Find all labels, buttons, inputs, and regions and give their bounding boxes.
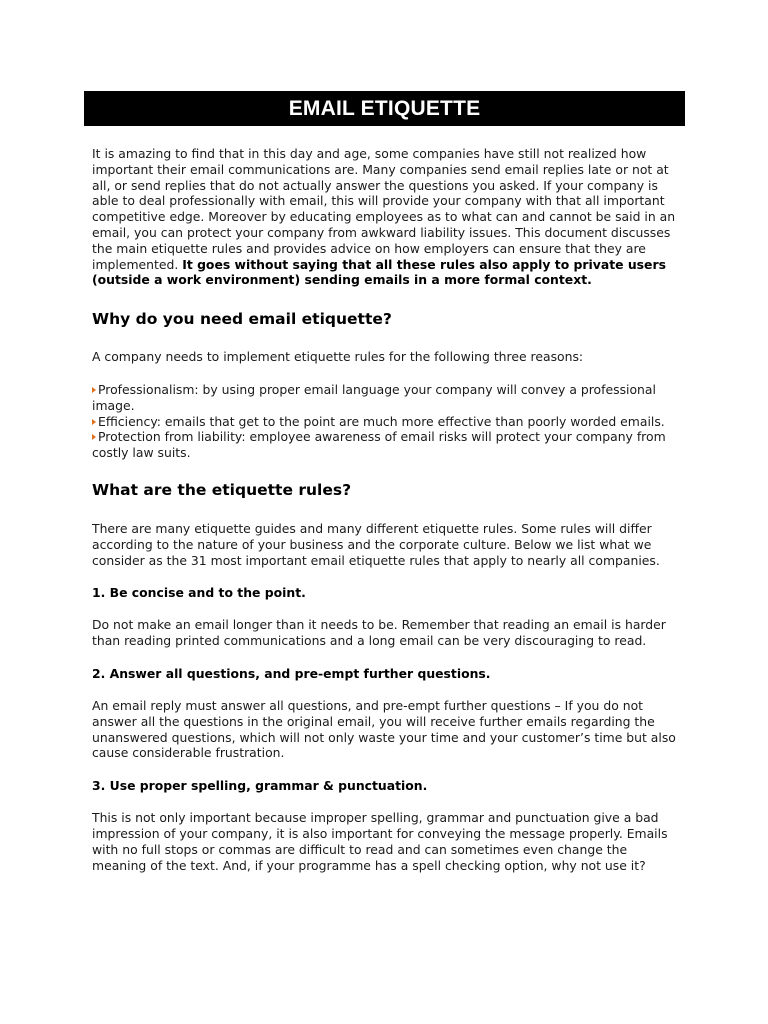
- section-heading-why: Why do you need email etiquette?: [92, 310, 392, 329]
- bullet-arrow-icon: [92, 387, 96, 393]
- reason-text: Professionalism: by using proper email language your company will convey a professional image.: [92, 381, 656, 413]
- intro-text: It is amazing to find that in this day and age, some companies have still not realized how important their email communications are. Many companies send email replies late or not at all, or send replies that do not actually answer the questions you asked. If your company is able to deal professionally with email, this will provide your company with that all important competitive edge. Moreover by educating employees as to what can and cannot be said in an email, you can protect your company from awkward liability issues. This document discusses the main etiquette rules and provides advice on how employers can ensure that they are implemented.: [92, 146, 676, 272]
- rule-text: Do not make an email longer than it needs to be. Remember that reading an email is harder than reading printed communications and a long email can be very discouraging to read.: [92, 617, 666, 649]
- list-item: [92, 429, 677, 461]
- rule-text: An email reply must answer all questions, and pre-empt further questions – If you do not answer all the questions in the original email, you will receive further emails regarding the unanswered questions, which will not only waste your time and your customer’s time but also cause considerable frustration.: [92, 697, 676, 761]
- list-item: [92, 414, 677, 430]
- intro-bold-text: It goes without saying that all these rules also apply to private users (outside a work environment) sending emails in a more formal context.: [92, 256, 666, 288]
- rule-title: 3. Use proper spelling, grammar & punctuation.: [92, 778, 428, 794]
- list-item: [92, 382, 677, 414]
- document-title: EMAIL ETIQUETTE: [84, 91, 685, 126]
- rule-title: 2. Answer all questions, and pre-empt further questions.: [92, 665, 491, 681]
- rule-title: 1. Be concise and to the point.: [92, 585, 306, 601]
- document-page: [84, 91, 685, 873]
- reason-text: Efficiency: emails that get to the point are much more effective than poorly worded emails.: [98, 413, 665, 429]
- reasons-list: [92, 382, 677, 461]
- rule-text: This is not only important because improper spelling, grammar and punctuation give a bad impression of your company, it is also important for conveying the message properly. Emails with no full stops or commas are difficult to read and can sometimes even change the meaning of the text. And, if your programme has a spell checking option, why not use it?: [92, 810, 668, 873]
- document-content: [84, 146, 685, 873]
- intro-paragraph: [92, 146, 677, 288]
- bullet-arrow-icon: [92, 419, 96, 425]
- reason-text: Protection from liability: employee awareness of email risks will protect your company from costly law suits.: [92, 429, 666, 461]
- rules-intro-paragraph: There are many etiquette guides and many different etiquette rules. Some rules will differ according to the nature of your business and the corporate culture. Below we list what we consider as the 31 most important email etiquette rules that apply to nearly all companies.: [92, 520, 660, 568]
- reasons-lead: A company needs to implement etiquette rules for the following three reasons:: [92, 349, 584, 365]
- bullet-arrow-icon: [92, 434, 96, 440]
- section-heading-rules: What are the etiquette rules?: [92, 480, 352, 499]
